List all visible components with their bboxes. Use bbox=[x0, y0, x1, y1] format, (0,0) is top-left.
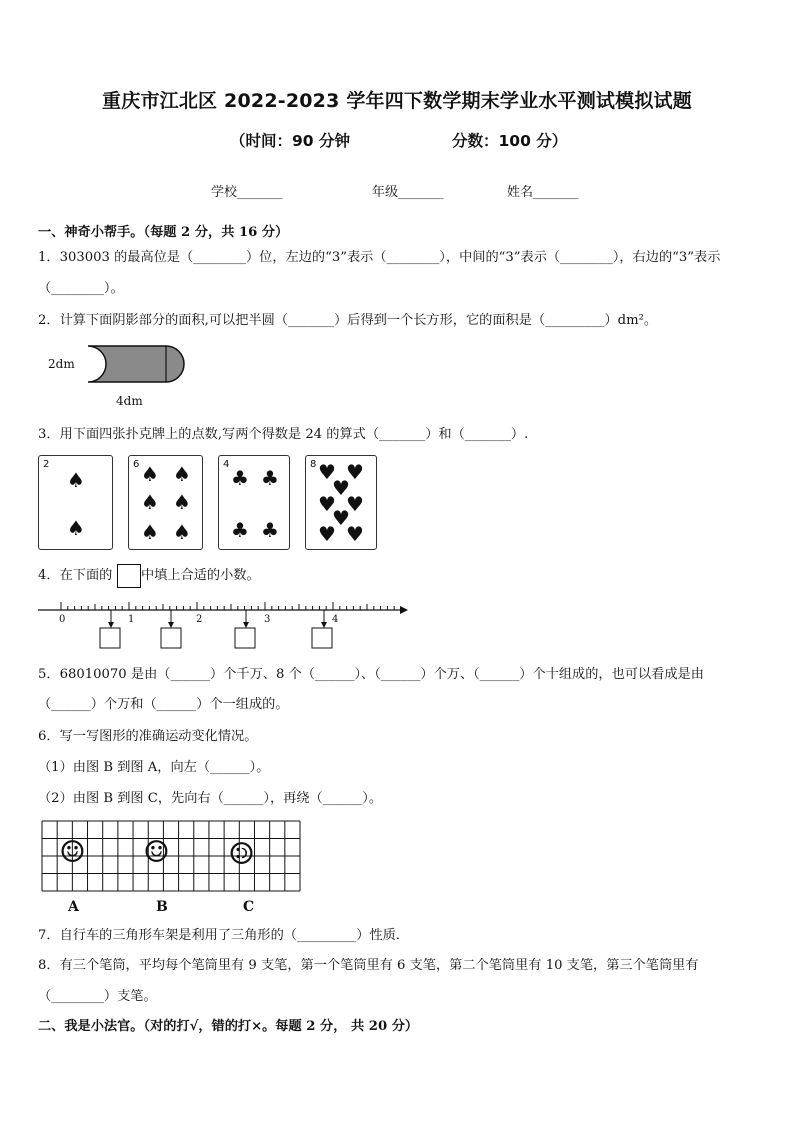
question-6: 6．写一写图形的准确运动变化情况。 bbox=[38, 729, 258, 744]
spade-icon: ♠ bbox=[141, 520, 159, 544]
grade-field[interactable]: 年级_______ bbox=[372, 185, 444, 200]
grid-label-a: A bbox=[68, 899, 79, 915]
club-icon: ♣ bbox=[261, 518, 279, 542]
grid-label-c: C bbox=[243, 899, 255, 915]
ruler-label-0: 0 bbox=[59, 614, 66, 625]
question-8-line2: （________）支笔。 bbox=[38, 989, 157, 1004]
spade-icon: ♠ bbox=[67, 516, 85, 540]
heart-icon: ♥ bbox=[346, 460, 364, 484]
card-8-hearts bbox=[305, 455, 377, 550]
question-6-part1: （1）由图 B 到图 A，向左（______）。 bbox=[38, 760, 270, 775]
spade-icon: ♠ bbox=[173, 490, 191, 514]
ruler-label-2: 2 bbox=[196, 614, 203, 625]
club-icon: ♣ bbox=[231, 518, 249, 542]
heart-icon: ♥ bbox=[318, 522, 336, 546]
question-1-line2: （________）。 bbox=[38, 281, 124, 296]
card-rank: 8 bbox=[310, 459, 317, 470]
question-3: 3．用下面四张扑克牌上的点数,写两个得数是 24 的算式（_______）和（_______）. bbox=[38, 427, 529, 442]
heart-icon: ♥ bbox=[332, 476, 350, 500]
answer-box bbox=[117, 564, 141, 588]
shaded-shape-figure bbox=[86, 344, 186, 384]
ruler-label-3: 3 bbox=[264, 614, 271, 625]
card-2-spades bbox=[38, 455, 113, 550]
grid-label-b: B bbox=[156, 899, 168, 915]
spade-icon: ♠ bbox=[141, 462, 159, 486]
figure-length-label: 4dm bbox=[116, 394, 143, 408]
name-field[interactable]: 姓名_______ bbox=[507, 185, 579, 200]
card-rank: 2 bbox=[43, 459, 50, 470]
ruler-label-4: 4 bbox=[332, 614, 339, 625]
question-5-line1: 5．68010070 是由（______）个千万、8 个（______）、（______）个万、（______）个十组成的，也可以看成是由 bbox=[38, 667, 704, 682]
question-8-line1: 8．有三个笔筒，平均每个笔筒里有 9 支笔，第一个笔筒里有 6 支笔，第二个笔筒里有 10 支笔，第三个笔筒里有 bbox=[38, 958, 699, 973]
spade-icon: ♠ bbox=[141, 490, 159, 514]
spade-icon: ♠ bbox=[173, 520, 191, 544]
heart-icon: ♥ bbox=[318, 492, 336, 516]
question-5-line2: （______）个万和（______）个一组成的。 bbox=[38, 697, 289, 712]
exam-time: （时间：90 分钟 bbox=[230, 132, 350, 150]
section-2-heading: 二、我是小法官。（对的打√，错的打×。每题 2 分， 共 20 分） bbox=[38, 1019, 419, 1034]
ruler-label-1: 1 bbox=[128, 614, 135, 625]
number-line bbox=[36, 600, 408, 652]
heart-icon: ♥ bbox=[318, 460, 336, 484]
heart-icon: ♥ bbox=[332, 506, 350, 530]
question-4-prefix: 4．在下面的 bbox=[38, 568, 113, 583]
heart-icon: ♥ bbox=[346, 522, 364, 546]
smiley-face-icon: ☺ bbox=[143, 835, 170, 870]
rotated-smiley-face-icon: ☺ bbox=[225, 839, 261, 867]
card-rank: 6 bbox=[133, 459, 140, 470]
smiley-face-icon: ☺ bbox=[59, 835, 86, 870]
section-1-heading: 一、神奇小帮手。（每题 2 分，共 16 分） bbox=[38, 225, 289, 240]
card-rank: 4 bbox=[223, 459, 230, 470]
question-7: 7．自行车的三角形车架是利用了三角形的（_________）性质． bbox=[38, 928, 410, 943]
club-icon: ♣ bbox=[231, 466, 249, 490]
school-field[interactable]: 学校_______ bbox=[211, 185, 283, 200]
heart-icon: ♥ bbox=[346, 492, 364, 516]
exam-score: 分数：100 分） bbox=[452, 132, 568, 150]
spade-icon: ♠ bbox=[67, 468, 85, 492]
question-4-suffix: 中填上合适的小数。 bbox=[141, 568, 260, 583]
question-2: 2．计算下面阴影部分的面积,可以把半圆（_______）后得到一个长方形，它的面积是（_________）dm²。 bbox=[38, 313, 658, 328]
question-6-part2: （2）由图 B 到图 C，先向右（______），再绕（______）。 bbox=[38, 791, 383, 806]
question-1-line1: 1．303003 的最高位是（________）位，左边的“3”表示（________），中间的“3”表示（________），右边的“3”表示 bbox=[38, 250, 721, 265]
page-title: 重庆市江北区 2022-2023 学年四下数学期末学业水平测试模拟试题 bbox=[102, 90, 692, 112]
spade-icon: ♠ bbox=[173, 462, 191, 486]
card-4-clubs bbox=[218, 455, 290, 550]
club-icon: ♣ bbox=[261, 466, 279, 490]
card-6-spades bbox=[128, 455, 203, 550]
figure-width-label: 2dm bbox=[48, 357, 75, 371]
